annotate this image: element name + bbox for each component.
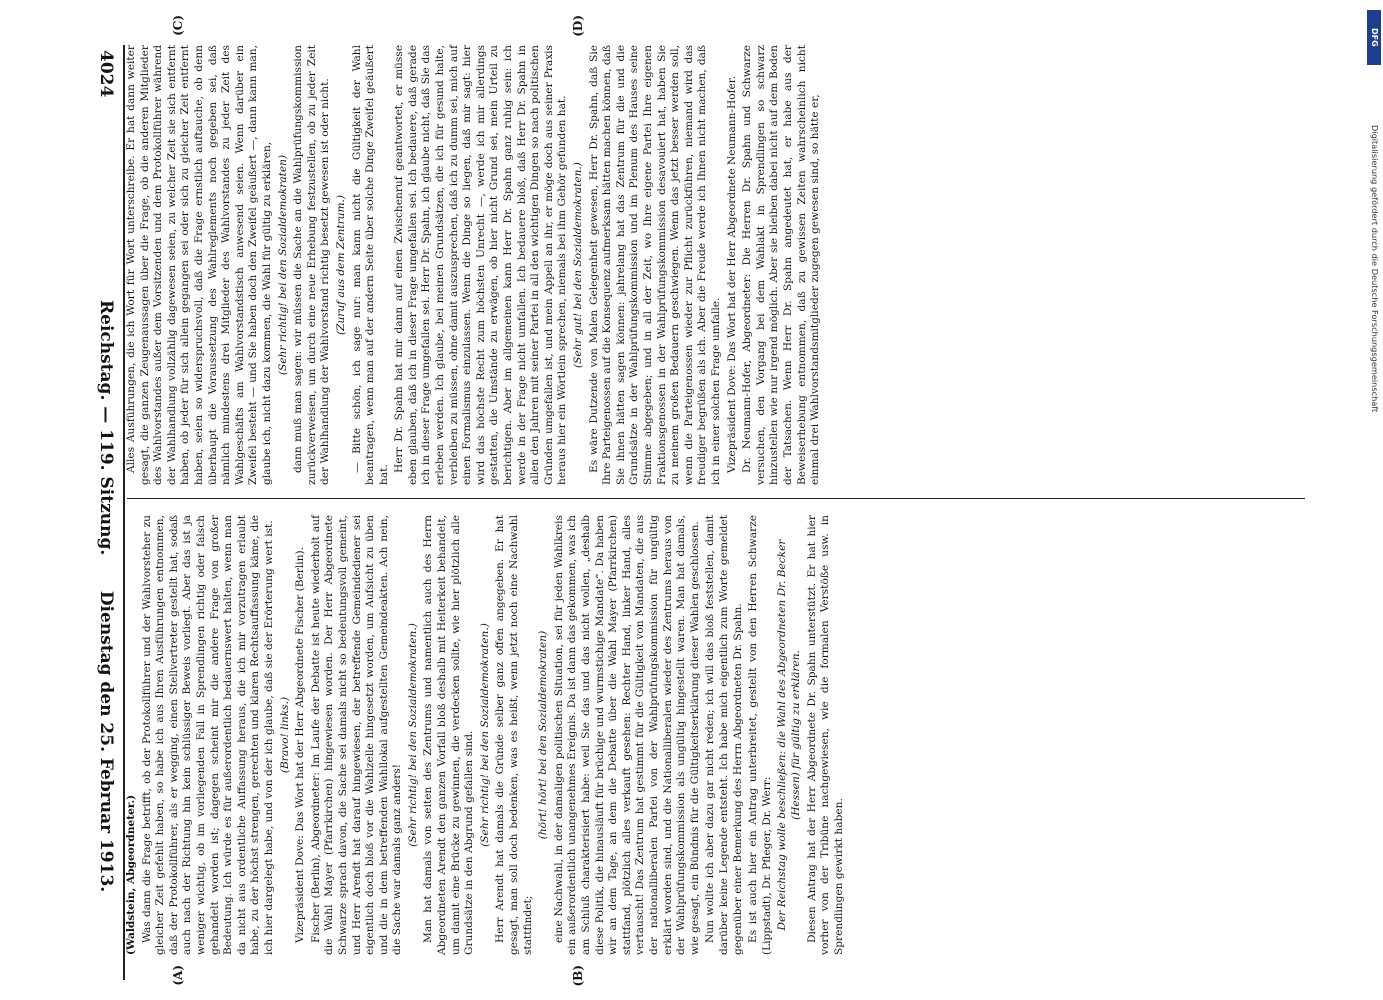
dfg-logo: DFG — [1367, 10, 1381, 65]
marker-b: (B) — [571, 965, 585, 987]
paragraph: Was dann die Frage betrifft, ob der Protokollführer und der Wahlvorsteher zu gleicher Zeit gefehlt haben, so habe ich aus Ihren Ausführungen entnommen, daß der Protokollführer, als er wegging, einen Stellvertreter gestellt hat, sodaß auch nach der Richtung hin kein schlüssiger Beweis vorliegt. Aber das ist ja weniger wichtig, ob im vorliegenden Fall in Sprendlingen richtig oder falsch gehandelt worden ist; dagegen scheint mir die andere Frage von großer Bedeutung. Ich würde es für außerordentlich bedauernswert halten, wenn man da nicht aus ordentliche Auffassung heraus, die ich mir vorzutragen erlaubt habe, zu der höchst strengen, gerechten und klaren Rechtsauffassung käme, die ich hier dargelegt habe, und von der ich glaube, daß sie der Erörterung wert ist. — [140, 515, 275, 955]
header-date: Dienstag den 25. Februar 1913. — [96, 590, 116, 893]
header-center — [96, 300, 116, 892]
rotated-page-content — [45, 5, 1315, 1000]
paragraph: Es wäre Dutzende von Malen Gelegenheit gewesen, Herr Dr. Spahn, daß Sie Ihre Parteigenossen auf die Konsequenz aufmerksam hätten machen können, daß Sie ihnen hätten sagen können: jahrelang hat das Zentrum für die und die Grundsätze in der Wahlprüfungskommission und im Plenum des Hauses seine Stimme abgegeben; und in all der Zeit, wo Ihre eigene Partei Ihre eigenen Fraktionsgenossen in der Wahlprüfungskommission desavouiert hat, haben Sie zu meinem großen Bedauern geschwiegen. Wenn das jetzt besser werden soll, wenn die Parteigenossen wieder zur Pflicht zurückführen, niemand wird das freudiger begrüßen als ich. Aber die Freude werde ich Ihnen nicht machen, daß ich in einer solchen Frage umfalle. — [587, 45, 722, 485]
paragraph: Man hat damals von seiten des Zentrums und namentlich auch des Herrn Abgeordneten Arendt den ganzen Vorfall bloß deshalb mit Heiterkeit behandelt, um damit eine Brücke zu gewinnen, die verdecken sollte, wie hier plötzlich alle Grundsätze in den Abgrund gefallen sind. — [422, 515, 476, 955]
running-header — [86, 50, 120, 980]
interjection: (Sehr richtig! bei den Sozialdemokraten) — [276, 154, 289, 376]
header-title: Reichstag. — [96, 300, 116, 401]
paragraph: Dr. Neumann-Hofer, Abgeordneter: Die Herren Dr. Spahn und Schwarze versuchen, den Vorgang bei dem Wahlakt in Sprendlingen so schwarz hinzustellen wie nur irgend möglich. Aber sie bleiben dabei nicht auf dem Boden der Tatsachen. Wenn Herr Dr. Spahn angedeutet hat, er habe aus der Beweiserhebung entnommen, daß zu gewissen Zeiten wahrscheinlich nicht einmal drei Wahlvorstandsmitglieder zugegen gewesen sind, so hätte er, — [741, 45, 822, 485]
interjection: (Sehr richtig! bei den Sozialdemokraten.) — [406, 623, 419, 847]
paragraph: Vizepräsident Dove: Das Wort hat der Herr Abgeordnete Fischer (Berlin). — [294, 546, 307, 943]
marker-c: (C) — [171, 15, 185, 36]
marker-d: (D) — [571, 15, 585, 37]
marker-a: (A) — [171, 965, 185, 986]
paragraph: Herr Dr. Spahn hat mir dann auf einen Zwischenruf geantwortet, er müsse eben glauben, daß ich in dieser Frage umgefallen sei. Ich bedauere, daß gerade ich in dieser Frage umgefallen sei. Herr Dr. Spahn, ich glaube nicht, daß Sie das erleben werden. Ich glaube, bei meinen Grundsätzen, die ich für gesund halte, verbleiben zu müssen, ohne damit auszusprechen, daß ich zu dumm sei, mich auf einen Formalismus einzulassen. Wenn die Dinge so liegen, daß mir sagt: hier wird das höchste Recht zum höchsten Unrecht —, werde ich mir allerdings gestatten, die Umstände zu erwägen, ob hier nicht Grund sei, mein Urteil zu berichtigen. Aber im allgemeinen kann Herr Dr. Spahn ganz ruhig sein: ich werde in der Frage nicht umfallen. Ich bedauere bloß, daß Herr Dr. Spahn in allen den Jahren mit seiner Partei in all den wichtigen Dingen so nach politischen Gründen umgefallen ist, und mein Appell an ihr, er möge doch aus seiner Praxis heraus hier ein Wörtlein sprechen, niemals bei ihm Gehör gefunden hat. — [393, 45, 569, 485]
column-left — [125, 515, 1305, 955]
page-number: 4024 — [96, 50, 116, 98]
column-divider — [127, 498, 1305, 499]
paragraph: Nun wollte ich aber dazu gar nicht reden; ich will das bloß feststellen, damit darüber keine Legende entsteht. Ich habe mich eigentlich zum Worte gemeldet gegenüber einer Bemerkung des Herrn Abgeordneten Dr. Spahn. — [704, 515, 744, 955]
digitization-credit — [1370, 5, 1379, 995]
column-right — [125, 45, 1305, 485]
paragraph: Vizepräsident Dove: Das Wort hat der Herr Abgeordnete Neumann-Hofer. — [725, 75, 738, 473]
paragraph: — Bitte schön, ich sage nur: man kann nicht die Gültigkeit der Wahl beantragen, wenn man auf der andern Seite über solche Dinge Zweifel geäußert hat. — [350, 45, 390, 485]
header-session: — 119. Sitzung. — [96, 406, 116, 556]
speaker-head: (Waldstein, Abgeordneter.) — [125, 794, 137, 955]
paragraph: Diesen Antrag hat der Herr Abgeordnete Dr. Spahn unterstützt. Er hat hier vorher von der Tribüne nachgewiesen, wie die formalen Verstöße usw. in Sprendlingen gewirkt haben. — [805, 515, 845, 955]
paragraph: Es ist auch hier ein Antrag unterbreitet, gestellt von den Herren Schwarze (Lippstadt), Dr. Pfleger, Dr. Werr: — [747, 515, 773, 955]
paragraph: Herr Arendt hat damals die Gründe selber ganz offen angegeben. Er hat gesagt, man soll doch bedenken, was es heißt, wenn jetzt noch eine Nachwahl stattfindet; — [494, 515, 534, 955]
paragraph: dann muß man sagen: wir müssen die Sache an die Wahlprüfungskommission zurückverweisen, um durch eine neue Erhebung festzustellen, ob zu jeder Zeit der Wahlhandlung der Wahlvorstand richtig besetzt gewesen ist oder nicht. — [292, 45, 332, 485]
applause: (Bravo! links.) — [278, 696, 291, 774]
left-header-text — [96, 50, 116, 97]
interjection: (Sehr richtig! bei den Sozialdemokraten.) — [478, 623, 491, 847]
paragraph: Alles Ausführungen, die ich Wort für Wort unterschreibe. Er hat dann weiter gesagt, die ganzen Zeugenaussagen über die Frage, ob die anderen Mitglieder des Wahlvorstandes außer dem Vorsitzenden und dem Protokollführer während der Wahlhandlung vollzählig dagewesen seien, zu welcher Zeit sie sich entfernt haben, ob jeder für sich allein gegangen sei oder sich zu gleicher Zeit entfernt haben, seien so widerspruchsvoll, daß die Frage ernstlich auftauche, ob denn überhaupt die Voraussetzung des Wahlreglements noch gegeben sei, daß nämlich mindestens drei Mitglieder des Wahlvorstandes zu jeder Zeit des Wahlgeschäfts am Wahlvorstandstisch anwesend seien. Wenn darüber ein Zweifel besteht — und Sie haben doch den Zweifel geäußert —, dann kann man, glaube ich, nicht dazu kommen, die Wahl für gültig zu erklären, — [125, 45, 273, 485]
motion-text: Der Reichstag wolle beschließen: die Wahl des Abgeordneten Dr. Becker (Hessen) für gültig zu erklären. — [776, 539, 802, 931]
interjection: (hört! hört! bei den Sozialdemokraten) — [537, 630, 550, 840]
credit-text: Digitalisierung gefördert durch die Deutsche Forschungsgemeinschaft — [1370, 125, 1380, 413]
paragraph: Fischer (Berlin), Abgeordneter: Im Laufe der Debatte ist heute wiederholt auf die Wahl Mayer (Pfarrkirchen) hingewiesen worden. Der Herr Abgeordnete Schwarze sprach davon, die Sache sei damals nicht so bedeutungsvoll gemeint, und Herr Arendt hat darauf hingewiesen, der betreffende Gemeindediener sei eigentlich doch bloß vor die Wahlzelle hingesetzt worden, um Aufsicht zu üben und die in dem betreffenden Wahllokal aufgestellten Gemeindeakten. Ach nein, die Sache war damals ganz anders! — [309, 515, 404, 955]
interjection: (Sehr gut! bei den Sozialdemokraten.) — [572, 162, 584, 368]
paragraph: eine Nachwahl, in der damaligen politischen Situation, sei für jeden Wahlkreis ein außerordentlich unangenehmes Ereignis. Da ist dann das gekommen, was ich am Schluß charakterisiert habe: weil Sie das und das nicht wollen, „deshalb diese Politik, die hinausläuft für brüchige und wurmstichige Mandate“. Da haben wir an dem Tage, an dem die Debatte über die Wahl Mayer (Pfarrkirchen) stattfand, plötzlich alles verkauft gesehen: Rechter Hand, linker Hand, alles vertauscht! Das Zentrum hat gestimmt für die Gültigkeit von Mandaten, die aus der nationalliberalen Partei von der Wahlprüfungskommission für ungültig erklärt worden sind, und die Nationalliberalen wieder des Zentrums heraus von der Wahlprüfungskommission als ungültig hingestellt waren. Man hat damals, wie gesagt, ein Bündnis für die Gültigkeitserklärung dieser Wahlen geschlossen. — [552, 515, 701, 955]
interjection: (Zuruf aus dem Zentrum.) — [334, 194, 347, 336]
